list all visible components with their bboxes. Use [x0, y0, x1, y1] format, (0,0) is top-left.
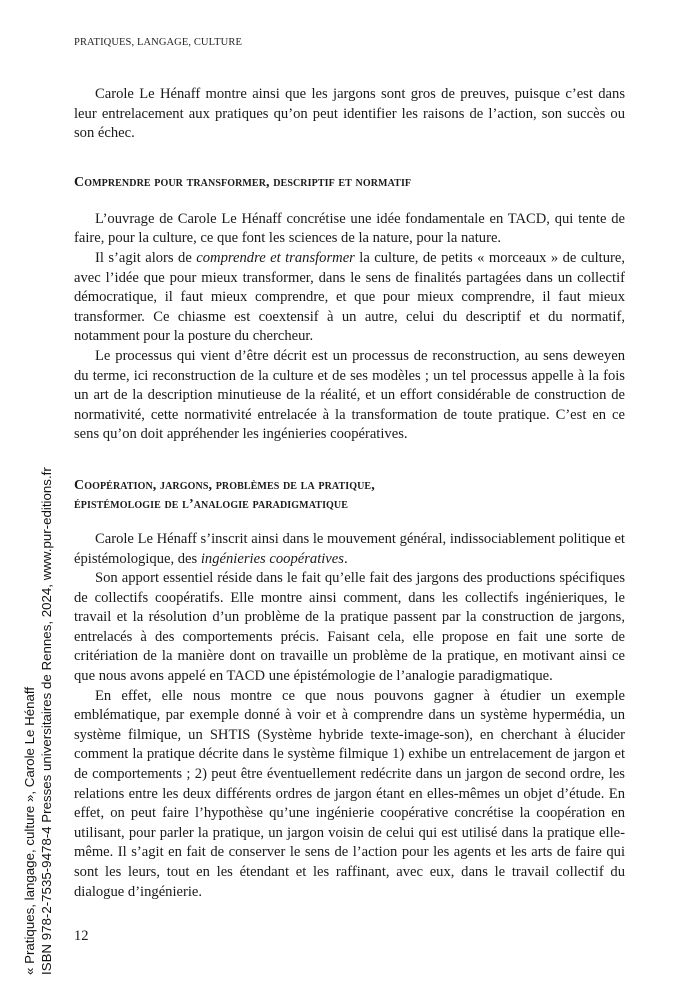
paragraph-ouvrage: L’ouvrage de Carole Le Hénaff concrétise une idée fondamentale en TACD, qui tente de faire, pour la culture, ce que font les sciences de la nature, pour la nature.	[74, 210, 625, 247]
text-span: la culture, de petits « morceaux » de culture, avec l’idée que pour mieux transformer, dans le sens de finalités partagées dans un collectif démocratique, il faut mieux comprendre, et que pour mieux comprendre, il faut mieux transformer. Ce chiasme est coextensif à un autre, celui du descriptif et du normatif, notamment pour la posture du chercheur.	[74, 249, 626, 345]
text-span: .	[343, 550, 348, 567]
paragraph-processus: Le processus qui vient d’être décrit est un processus de reconstruction, au sens deweyen du terme, ici reconstruction de la culture et de ses modèles ; un tel processus appelle à la fois un art de la description minutieuse de la réalité, et un effort considérable de construction de normativité, cette normativité entrelacée à la transformation de toute pratique. C’est en ce sens qu’on doit appréhender les ingénieries coopératives.	[74, 347, 625, 443]
paragraph-comprendre-transformer	[74, 249, 625, 347]
page-number: 12	[74, 928, 89, 944]
side-note-line-2: ISBN 978-2-7535-9478-4 Presses universitaires de Rennes, 2024, www.pur-editions.fr	[38, 467, 54, 975]
emphasis-ingenieries: ingénieries coopératives	[200, 550, 344, 567]
text-span: Carole Le Hénaff s’inscrit ainsi dans le mouvement général, indissociablement politique et épistémologique, des	[74, 530, 625, 567]
page-body	[74, 85, 625, 902]
paragraph-en-effet: En effet, elle nous montre ce que nous pouvons gagner à étudier un exemple emblématique, par exemple donné à voir et à comprendre dans un système hypermédia, un système filmique, un SHTIS (Système hybride texte-image-son), en cherchant à élucider comment la pratique décrite dans le système filmique 1) exhibe un entrelacement de jargon et de comportements ; 2) peut être éventuellement redécrite dans un jargon de second ordre, les relations entre les deux différents ordres de jargon étant en elles-mêmes un objet d’étude. En effet, on peut faire l’hypothèse qu’une ingénierie coopérative concrétise la coopération en utilisant, pour parler la pratique, un jargon voisin de celui qui est utilisé dans la pratique elle-même. Il s’agit en fait de conserver le sens de l’action pour les agents et les arts de faire qui sont les leurs, tout en les étendant et les raffinant, avec eux, dans le travail collectif du dialogue d’ingénierie.	[74, 687, 625, 900]
section-heading-cooperation	[74, 476, 625, 514]
copyright-side-note	[22, 467, 55, 975]
intro-paragraph: Carole Le Hénaff montre ainsi que les jargons sont gros de preuves, puisque c’est dans leur entrelacement aux pratiques qu’on peut identifier les raisons de l’action, son succès ou son échec.	[74, 86, 625, 142]
text-span: Il s’agit alors de	[95, 249, 197, 266]
side-note-line-1: « Pratiques, langage, culture », Carole Le Hénaff	[22, 686, 37, 975]
paragraph-inscrit	[74, 530, 625, 569]
emphasis-comprendre-transformer: comprendre et transformer	[196, 249, 355, 266]
heading-line-1: Coopération, jargons, problèmes de la pratique,	[74, 477, 375, 493]
heading-line-2: épistémologie de l’analogie paradigmatique	[74, 496, 349, 512]
section-heading-comprendre: Comprendre pour transformer, descriptif et normatif	[74, 174, 412, 190]
paragraph-apport: Son apport essentiel réside dans le fait qu’elle fait des jargons des productions spécifiques de collectifs coopératifs. Elle montre ainsi comment, dans les collectifs ingénieriques, le travail et la résolution d’un problème de la pratique passent par la construction de jargons, entrelacés à des comportements précis. Faisant cela, elle propose en fait une sorte de critériation de la manière dont on travaille un problème de la pratique, en motivant ainsi ce que nous avons appelé en TACD une épistémologie de l’analogie paradigmatique.	[74, 570, 625, 685]
running-head: PRATIQUES, LANGAGE, CULTURE	[74, 37, 242, 48]
